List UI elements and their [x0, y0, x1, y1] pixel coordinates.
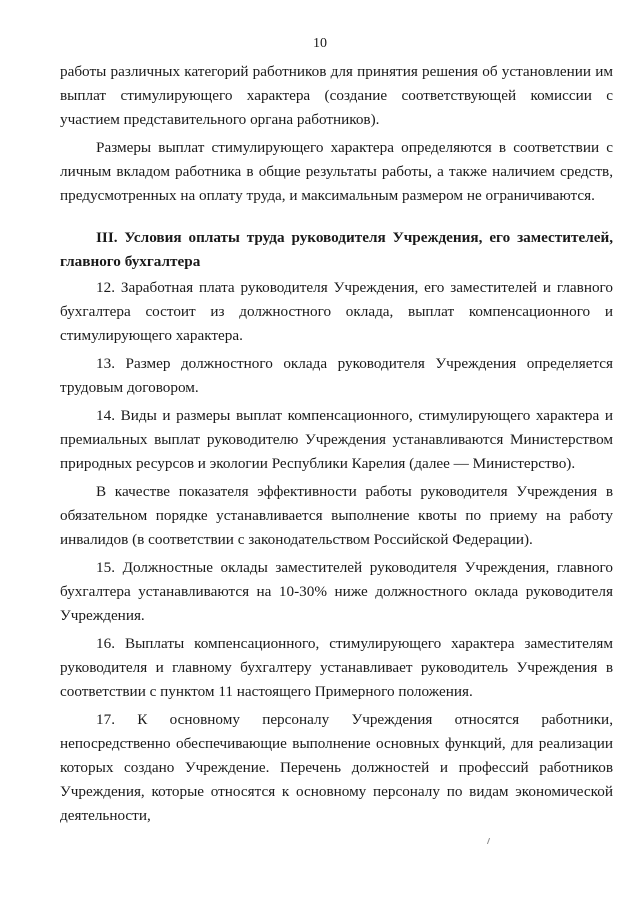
paragraph-16: 16. Выплаты компенсационного, стимулирующего характера заместителям руководителя и главному бухгалтеру устанавливает руководитель Учреждения в соответствии с пунктом 11 настоящего Примерного положения. — [60, 635, 613, 700]
paragraph-continuation: работы различных категорий работников для принятия решения об установлении им выплат стимулирующего характера (создание соответствующей комиссии с участием представительного органа работников). — [60, 63, 613, 128]
paragraph-17: 17. К основному персоналу Учреждения относятся работники, непосредственно обеспечивающие выполнение основных функций, для реализации которых создано Учреждение. Перечень должностей и профессий работников Учреждения, которые относятся к основному персоналу по видам экономической деятельности, — [60, 711, 613, 824]
paragraph-12: 12. Заработная плата руководителя Учреждения, его заместителей и главного бухгалтера состоит из должностного оклада, выплат компенсационного и стимулирующего характера. — [60, 279, 613, 344]
paragraph-14-efficiency: В качестве показателя эффективности работы руководителя Учреждения в обязательном порядке устанавливается выполнение квоты по приему на работу инвалидов (в соответствии с законодательством Российской Федерации). — [60, 483, 613, 548]
section-heading: III. Условия оплаты труда руководителя Учреждения, его заместителей, главного бухгалтера — [60, 229, 613, 270]
document-body — [60, 60, 613, 832]
scan-mark — [487, 838, 494, 844]
paragraph-stimulating-payments: Размеры выплат стимулирующего характера определяются в соответствии с личным вкладом работника в общие результаты работы, а также наличием средств, предусмотренных на оплату труда, и максимальным размером не ограничиваются. — [60, 139, 613, 204]
paragraph-13: 13. Размер должностного оклада руководителя Учреждения определяется трудовым договором. — [60, 355, 613, 396]
page-number: 10 — [313, 36, 327, 51]
paragraph-14: 14. Виды и размеры выплат компенсационного, стимулирующего характера и премиальных выплат руководителю Учреждения устанавливаются Министерством природных ресурсов и экологии Республики Карелия (далее — Министерство). — [60, 407, 613, 472]
paragraph-15: 15. Должностные оклады заместителей руководителя Учреждения, главного бухгалтера устанавливаются на 10-30% ниже должностного оклада руководителя Учреждения. — [60, 559, 613, 624]
